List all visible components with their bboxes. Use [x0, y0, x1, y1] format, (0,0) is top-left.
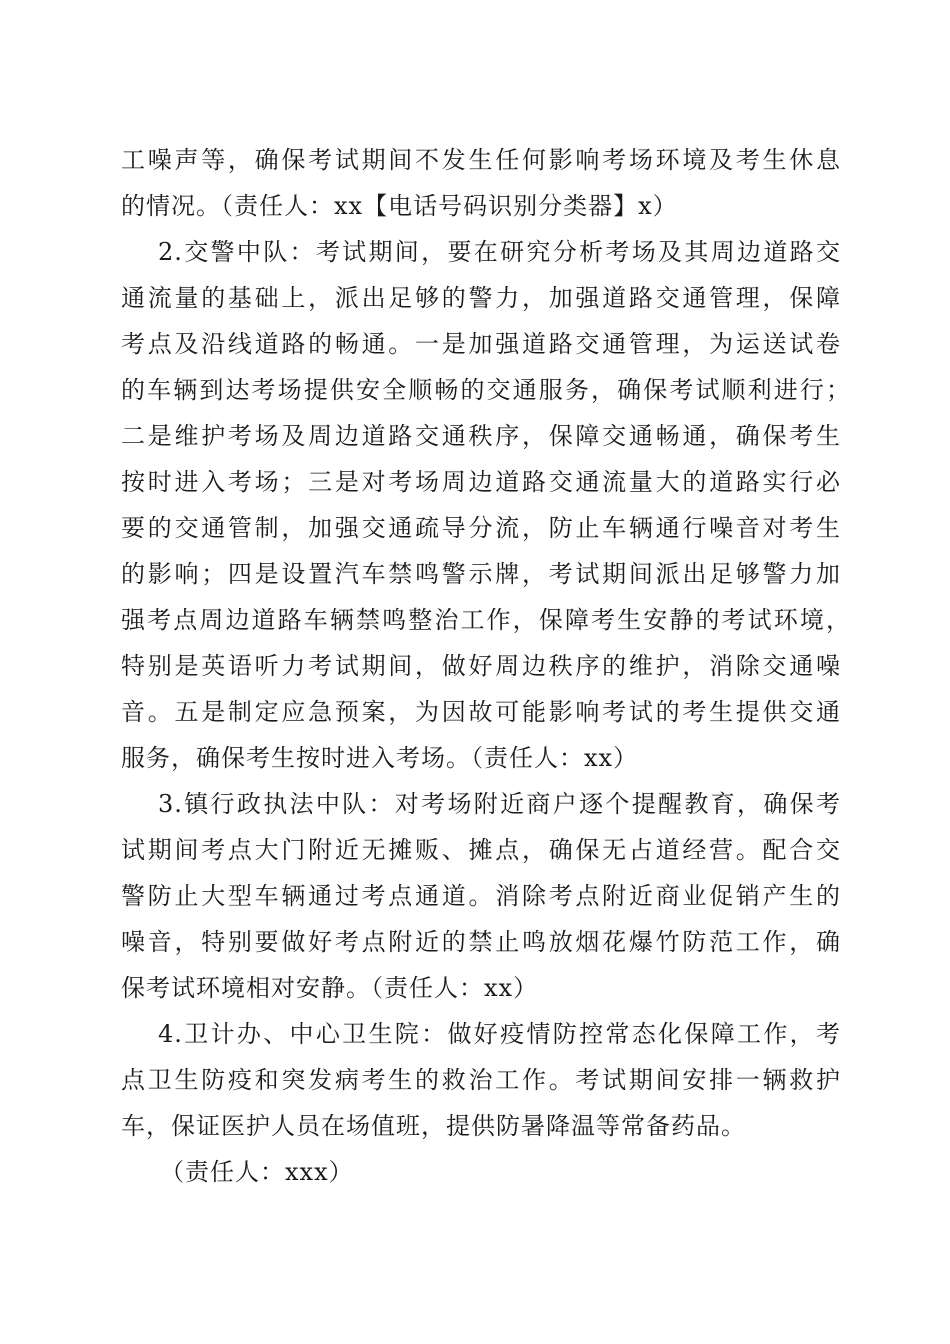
text-line: 特别是英语听力考试期间，做好周边秩序的维护，消除交通噪 [121, 652, 841, 680]
text-line: 通流量的基础上，派出足够的警力，加强道路交通管理，保障 [121, 284, 841, 312]
text-line: 警防止大型车辆通过考点通道。消除考点附近商业促销产生的 [121, 882, 841, 910]
text-line: 车，保证医护人员在场值班，提供防暑降温等常备药品。 [121, 1112, 746, 1140]
text-line: 的影响；四是设置汽车禁鸣警示牌，考试期间派出足够警力加 [121, 560, 841, 588]
text-line: 试期间考点大门附近无摊贩、摊点，确保无占道经营。配合交 [121, 836, 841, 864]
text-line: 强考点周边道路车辆禁鸣整治工作，保障考生安静的考试环境， [121, 606, 851, 634]
paragraph-2-first-line: 2.交警中队：考试期间，要在研究分析考场及其周边道路交 [158, 238, 841, 266]
text-line: 要的交通管制，加强交通疏导分流，防止车辆通行噪音对考生 [121, 514, 841, 542]
paragraph-3-first-line: 3.镇行政执法中队：对考场附近商户逐个提醒教育，确保考 [158, 790, 841, 818]
text-line: 工噪声等，确保考试期间不发生任何影响考场环境及考生休息 [121, 146, 841, 174]
text-line: 噪音，特别要做好考点附近的禁止鸣放烟花爆竹防范工作，确 [121, 928, 841, 956]
text-line: 按时进入考场；三是对考场周边道路交通流量大的道路实行必 [121, 468, 841, 496]
text-line: 的车辆到达考场提供安全顺畅的交通服务，确保考试顺利进行； [121, 376, 851, 404]
paragraph-4-first-line: 4.卫计办、中心卫生院：做好疫情防控常态化保障工作，考 [158, 1020, 841, 1048]
text-line: 的情况。（责任人：xx【电话号码识别分类器】x） [121, 192, 678, 220]
text-line: 音。五是制定应急预案，为因故可能影响考试的考生提供交通 [121, 698, 841, 726]
text-line: 考点及沿线道路的畅通。一是加强道路交通管理，为运送试卷 [121, 330, 841, 358]
text-line: 服务，确保考生按时进入考场。（责任人：xx） [121, 744, 639, 772]
text-line: 二是维护考场及周边道路交通秩序，保障交通畅通，确保考生 [121, 422, 841, 450]
text-line: 点卫生防疫和突发病考生的救治工作。考试期间安排一辆救护 [121, 1066, 841, 1094]
responsible-person-line: （责任人：xxx） [160, 1158, 354, 1186]
text-line: 保考试环境相对安静。（责任人：xx） [121, 974, 539, 1002]
